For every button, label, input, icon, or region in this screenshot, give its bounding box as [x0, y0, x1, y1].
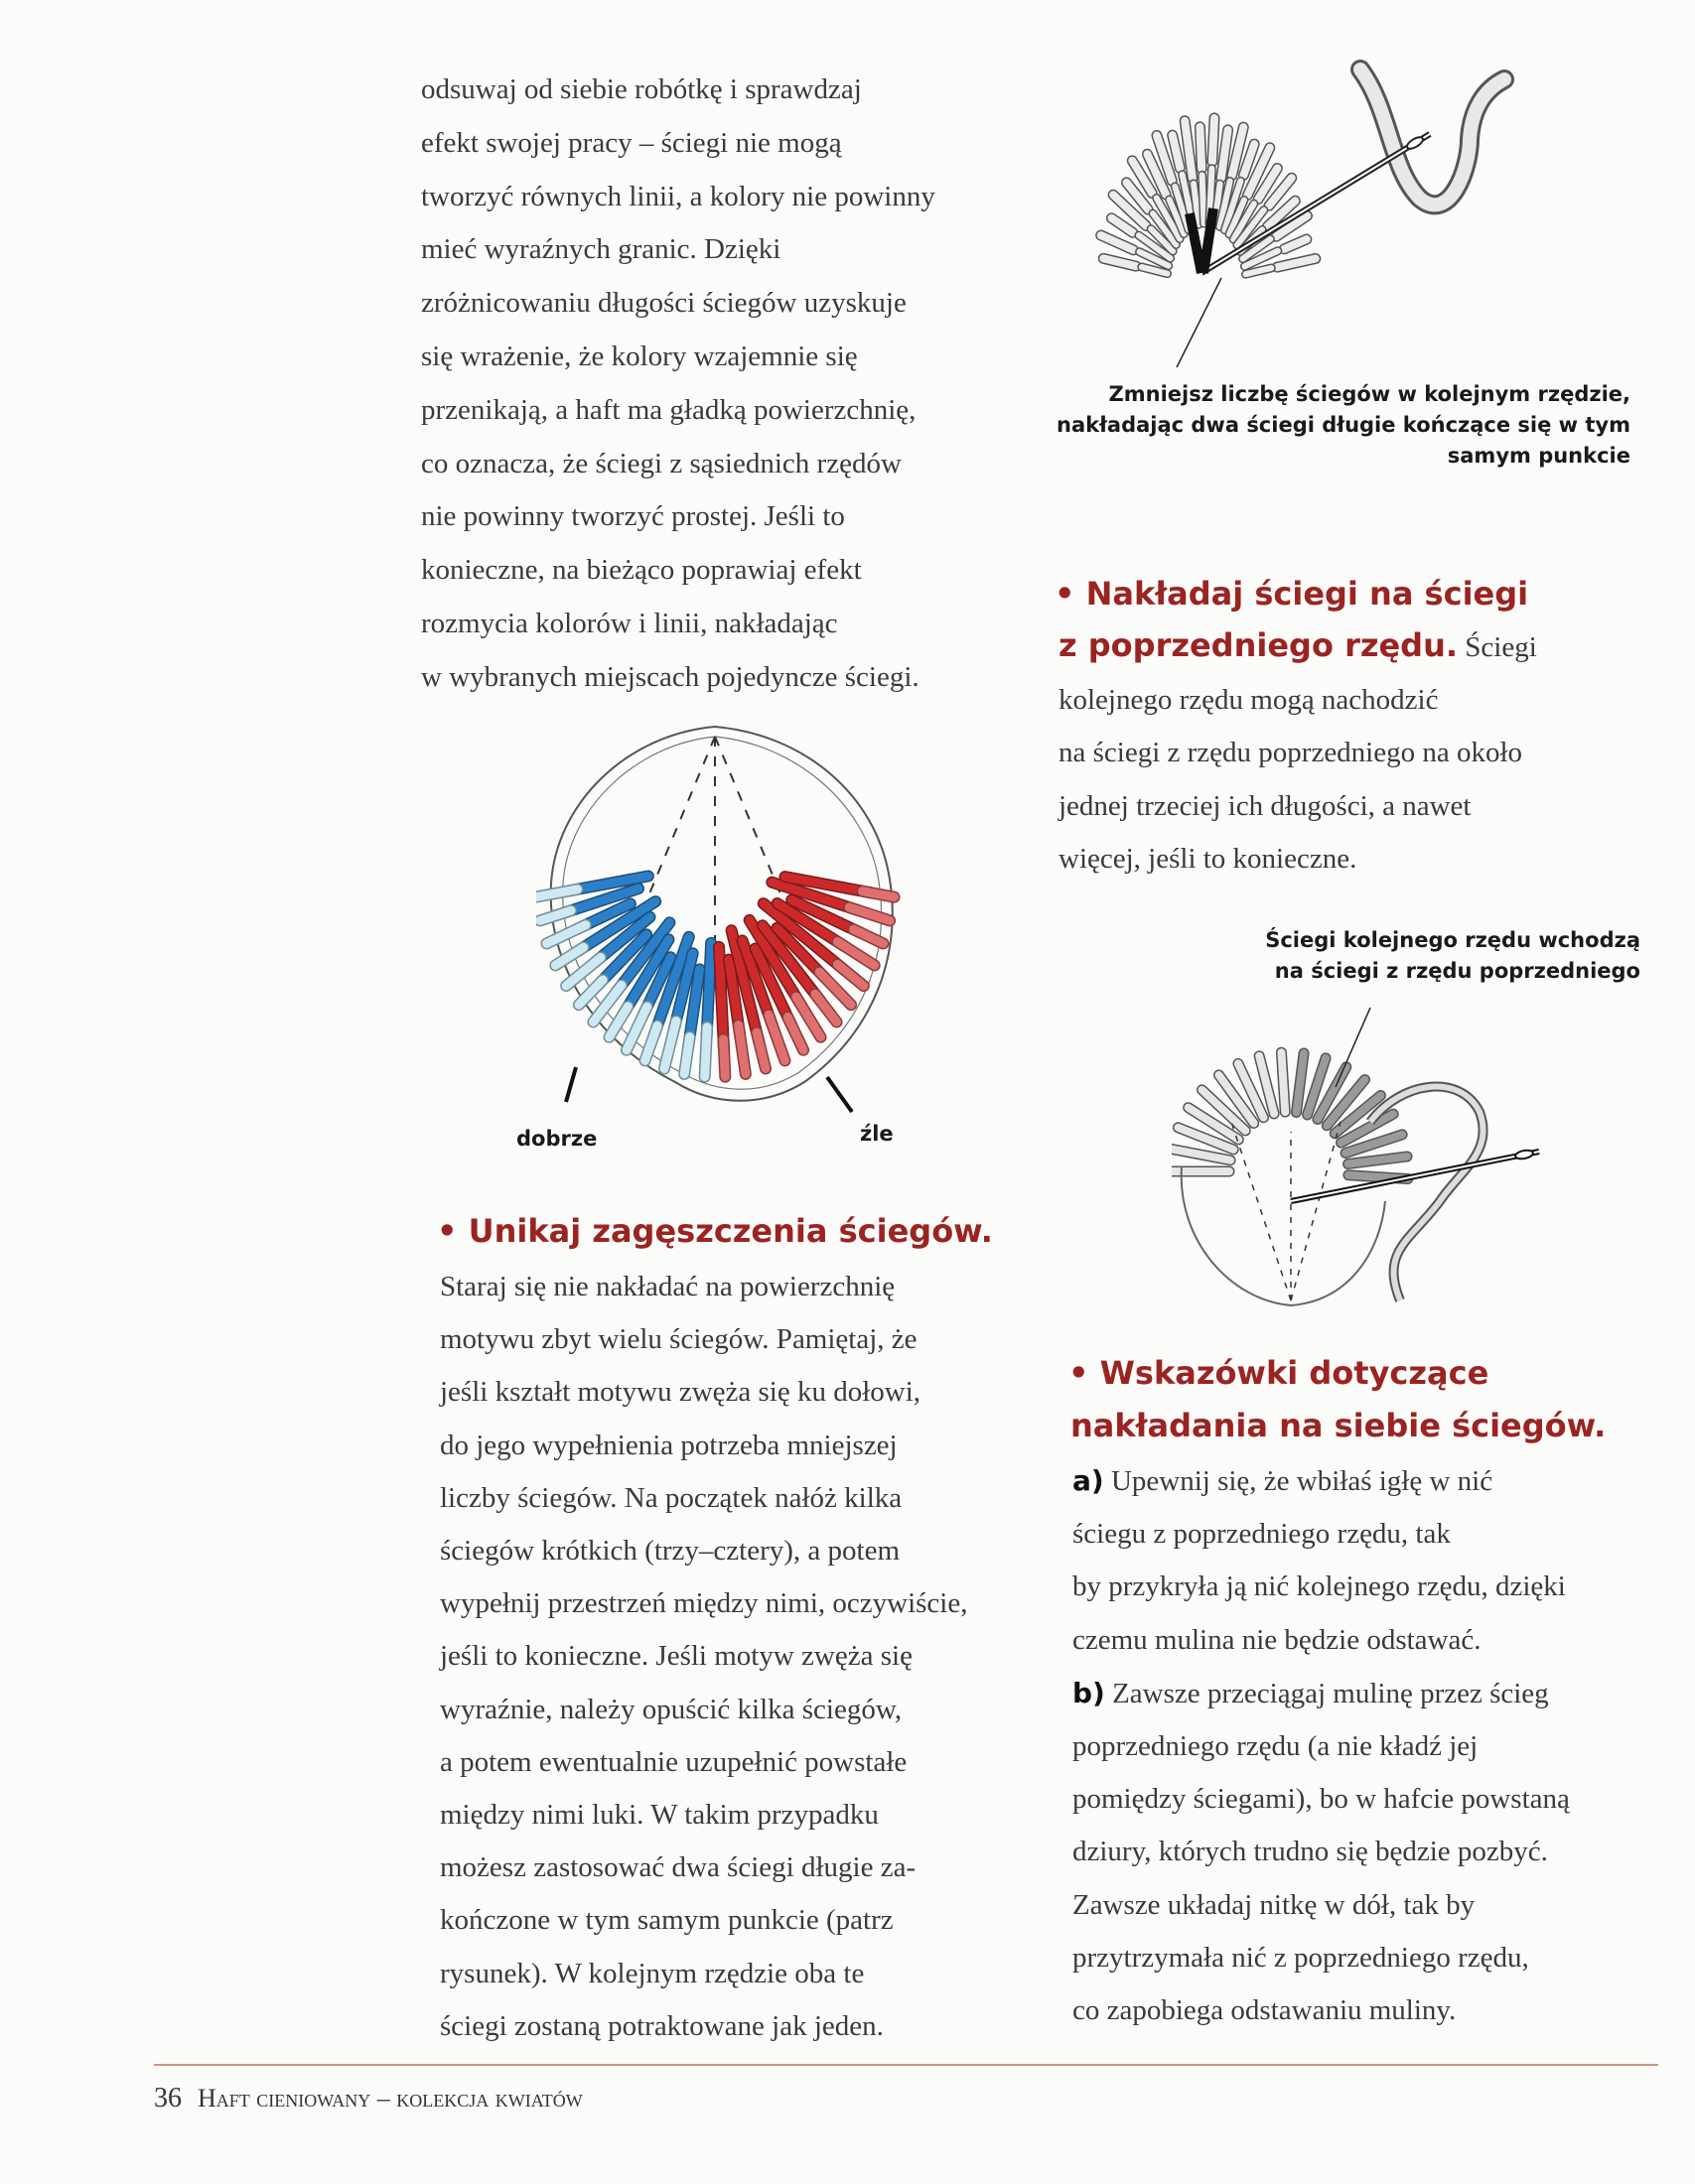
intro-line: rozmycia kolorów i linii, nakładając — [421, 607, 838, 639]
reduce-stitches-diagram — [1092, 50, 1569, 377]
good-bad-diagram — [536, 715, 933, 1152]
tips-heading-line2: nakładania na siebie ściegów. — [1070, 1407, 1607, 1444]
tips-heading: • Wskazówki dotyczące — [1068, 1354, 1489, 1392]
overlap-body: z poprzedniego rzędu. Ściegi kolejnego rzędu mogą nachodzić na ściegi z rzędu poprzedniego na około jednej trzeciej ich długości, a nawet więcej, jeśli to konieczne. — [1059, 626, 1537, 875]
label-a: a) — [1072, 1464, 1104, 1497]
intro-line: mieć wyraźnych granic. Dzięki — [421, 233, 781, 266]
overlap-figure-caption: Ściegi kolejnego rzędu wchodzą na ściegi z rzędu poprzedniego — [1265, 928, 1640, 983]
intro-line: odsuwaj od siebie robótkę i sprawdzaj — [421, 73, 862, 105]
intro-line: się wrażenie, że kolory wzajemnie się — [421, 340, 858, 372]
intro-line: zróżnicowaniu długości ściegów uzyskuje — [421, 287, 907, 320]
book-title: Haft cieniowany – kolekcja kwiatów — [198, 2084, 583, 2113]
intro-line: tworzyć równych linii, a kolory nie powinny — [421, 180, 935, 212]
intro-line: przenikają, a haft ma gładką powierzchnię, — [421, 393, 917, 426]
intro-line: w wybranych miejscach pojedyncze ściegi. — [421, 660, 919, 693]
intro-line: co oznacza, że ściegi z sąsiednich rzędów — [421, 447, 902, 479]
footer — [154, 2083, 583, 2115]
intro-paragraph — [421, 64, 1017, 705]
avoid-heading: • Unikaj zagęszczenia ściegów. — [437, 1212, 993, 1250]
label-bad: źle — [860, 1122, 894, 1146]
overlap-stitches-diagram — [1172, 1003, 1569, 1310]
reduce-stitches-caption: Zmniejsz liczbę ściegów w kolejnym rzędzie, nakładając dwa ściegi długie kończące się w tym samym punkcie — [1057, 382, 1630, 468]
label-b: b) — [1072, 1676, 1105, 1709]
overlap-heading: • Nakładaj ściegi na ściegi — [1055, 575, 1529, 613]
intro-line: konieczne, na bieżąco poprawiaj efekt — [421, 554, 862, 587]
intro-line: efekt swojej pracy – ściegi nie mogą — [421, 126, 842, 159]
intro-line: nie powinny tworzyć prostej. Jeśli to — [421, 500, 845, 533]
page-number: 36 — [154, 2083, 182, 2114]
overlap-heading-line2: z poprzedniego rzędu. — [1059, 626, 1459, 664]
label-good: dobrze — [516, 1127, 598, 1151]
footer-rule — [154, 2064, 1658, 2066]
avoid-body: Staraj się nie nakładać na powierzchnię motywu zbyt wielu ściegów. Pamiętaj, że jeśli kształt motywu zwęża się ku dołowi, do jego wypełnienia potrzeba mniejszej liczby ściegów. Na początek nałóż kilka ściegów krótkich (trzy–cztery), a potem wypełnij przestrzeń między nimi, oczywiście, jeśli to konieczne. Jeśli motyw zwęża się wyraźnie, należy opuścić kilka ściegów, a potem ewentualnie uzupełnić powstałe między nimi luki. W takim przypadku możesz zastosować dwa ściegi długie za- kończone w tym samym punkcie (patrz rysunek). W kolejnym rzędzie oba te ściegi zostaną potraktowane jak jeden. — [440, 1271, 968, 2042]
colored-stitches — [536, 877, 895, 1077]
tips-body: a) Upewnij się, że wbiłaś igłę w nić ściegu z poprzedniego rzędu, tak by przykryła ją nić kolejnego rzędu, dzięki czemu mulina nie będzie odstawać. b) Zawsze przeciągaj mulinę przez ścieg poprzedniego rzędu (a nie kładź jej pomiędzy ściegami), bo w hafcie powstaną dziury, których trudno się będzie pozbyć. Zawsze układaj nitkę w dół, tak by przytrzymała nić z poprzedniego rzędu, co zapobiega odstawaniu muliny. — [1072, 1464, 1570, 2027]
